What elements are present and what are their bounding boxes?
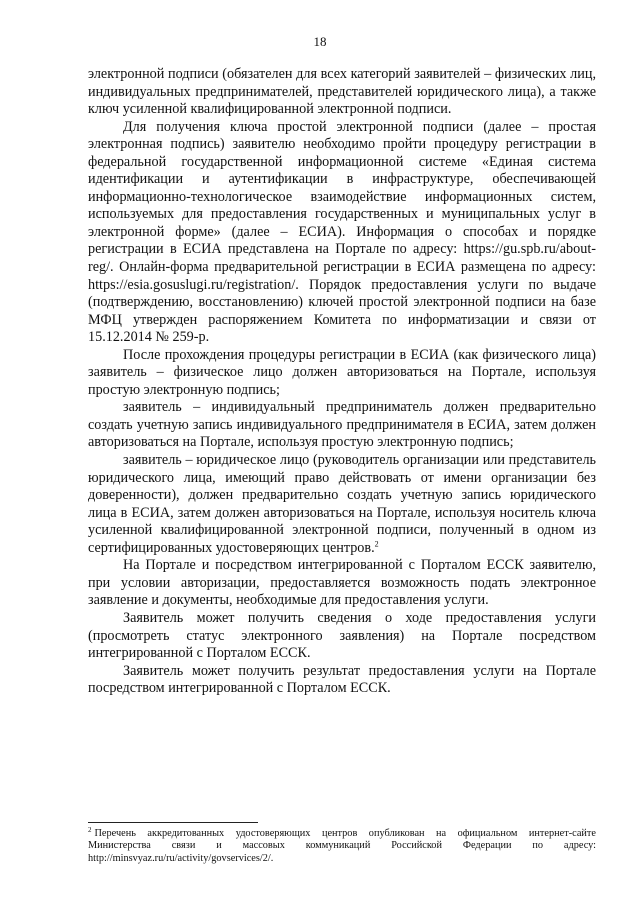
paragraph-entrepreneur: заявитель – индивидуальный предприниматель должен предварительно создать учетную запись индивидуального предпринимателя в ЕСИА, затем должен авторизоваться на Портале, используя простую электронную подпись; bbox=[88, 399, 596, 451]
paragraph-legal-entity-text: заявитель – юридическое лицо (руководитель организации или представитель юридического лица, имеющий право действовать от имени организации без доверенности), должен предварительно создать учетную запись юридического лица в ЕСИА, затем должен авторизоваться на Портале, используя носитель ключа усиленной квалифицированной электронной подписи, полученный в одном из сертифицированных удостоверяющих центров. bbox=[88, 452, 596, 556]
paragraph-legal-entity bbox=[88, 452, 596, 557]
paragraph-simple-signature: Для получения ключа простой электронной подписи (далее – простая электронная подпись) заявителю необходимо пройти процедуру регистрации в федеральной государственной информационной системе «Единая система идентификации и аутентификации в инфраструктуре, обеспечивающей информационно-технологическое взаимодействие информационных систем, используемых для предоставления государственных и муниципальных услуг в электронной форме» (далее – ЕСИА). Информация о способах и порядке регистрации в ЕСИА представлена на Портале по адресу: https://gu.spb.ru/about-reg/. Онлайн-форма предварительной регистрации в ЕСИА размещена по адресу: https://esia.gosuslugi.ru/registration/. Порядок предоставления услуги по выдаче (подтверждению, восстановлению) ключей простой электронной подписи на базе МФЦ утвержден распоряжением Комитета по информатизации и связи от 15.12.2014 № 259-р. bbox=[88, 118, 596, 346]
paragraph-result: Заявитель может получить результат предоставления услуги на Портале посредством интегрированной с Порталом ЕССК. bbox=[88, 662, 596, 697]
footnote-text: Перечень аккредитованных удостоверяющих центров опубликован на официальном интернет-сайте Министерства связи и массовых коммуникаций Российской Федерации по адресу: http://minsvyaz.ru/ru/activity/govservices/2/. bbox=[88, 828, 596, 864]
paragraph-status-tracking: Заявитель может получить сведения о ходе предоставления услуги (просмотреть статус электронного заявления) на Портале посредством интегрированной с Порталом ЕССК. bbox=[88, 609, 596, 662]
paragraph-portal-submission: На Портале и посредством интегрированной с Порталом ЕССК заявителю, при условии авторизации, предоставляется возможность подать электронное заявление и документы, необходимые для предоставления услуги. bbox=[88, 557, 596, 609]
footnote bbox=[88, 825, 596, 865]
footnote-reference[interactable]: 2 bbox=[374, 539, 379, 549]
page-number: 18 bbox=[313, 34, 327, 49]
paragraph-continuation: электронной подписи (обязателен для всех категорий заявителей – физических лиц, индивидуальных предпринимателей, представителей юридического лица), а также ключ усиленной квалифицированной электронной подписи. bbox=[88, 66, 596, 118]
footnote-divider bbox=[88, 822, 258, 823]
body-text bbox=[88, 66, 596, 698]
footnote-mark: 2 bbox=[88, 825, 92, 834]
paragraph-individual: После прохождения процедуры регистрации в ЕСИА (как физического лица) заявитель – физическое лицо должен авторизоваться на Портале, используя простую электронную подпись; bbox=[88, 346, 596, 398]
